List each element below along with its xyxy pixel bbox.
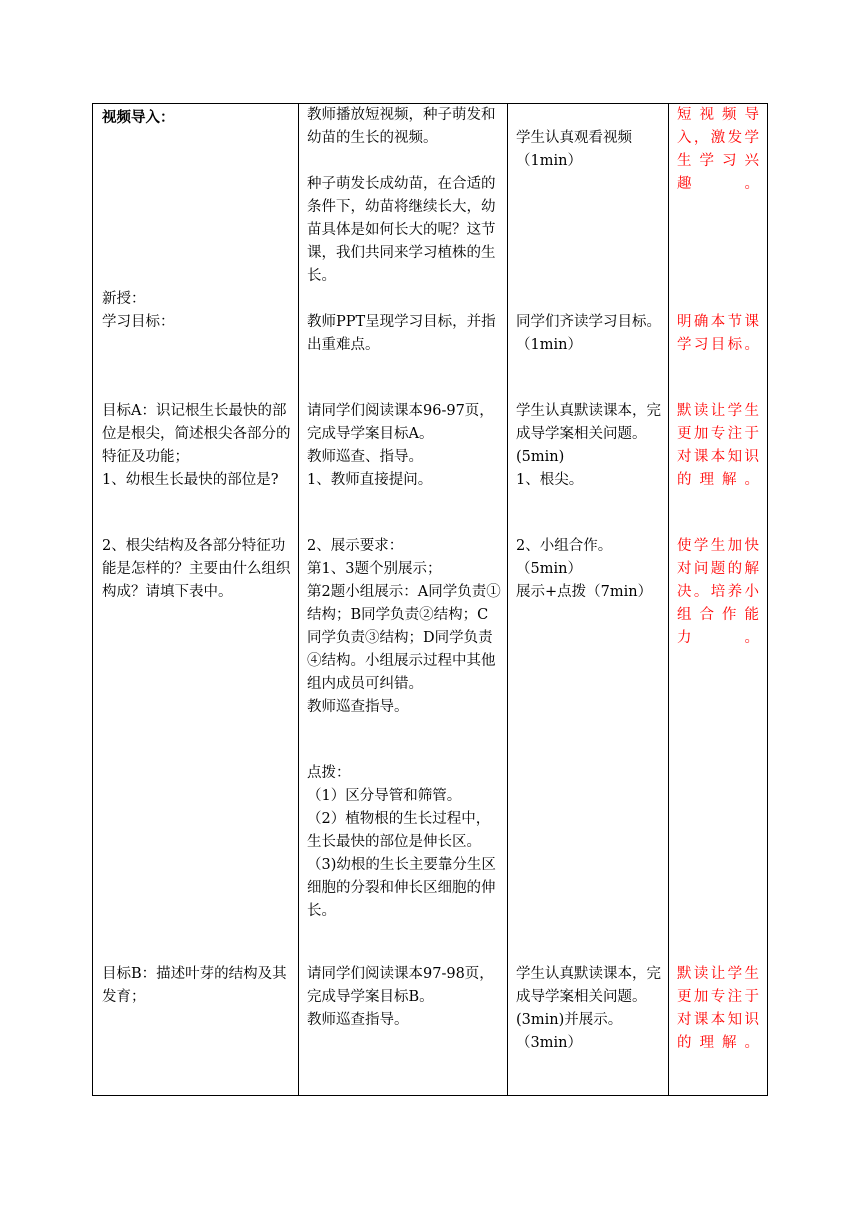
- student-group-work: 2、小组合作。（5min） 展示+点拨（7min）: [516, 538, 653, 600]
- teacher-goal-a: 请同学们阅读课本96-97页，完成导学案目标A。 教师巡查、指导。 1、教师直接提问。: [307, 403, 494, 488]
- student-video: 学生认真观看视频 （1min）: [516, 130, 632, 169]
- intent-reading-b: 默读让学生更加专注于对课本知识的理解。: [677, 966, 759, 1051]
- intent-video: 短视频导入，激发学生学习兴趣。: [677, 107, 759, 192]
- teacher-column: [299, 104, 507, 1095]
- teacher-display-requirements: 2、展示要求： 第1、3题个别展示； 第2题小组展示：A同学负责①结构；B同学负责②结构；C同学负责③结构；D同学负责④结构。小组展示过程中其他组内成员可纠错。 教师巡查指导。: [307, 538, 501, 715]
- teacher-video-text: 教师播放短视频，种子萌发和幼苗的生长的视频。: [307, 107, 496, 146]
- question-2-text: 2、根尖结构及各部分特征功能是怎样的？主要由什么组织构成？请填下表中。: [102, 538, 291, 600]
- student-column: [508, 104, 668, 1095]
- student-goal-a: 学生认真默读课本，完成导学案相关问题。(5min) 1、根尖。: [516, 403, 661, 488]
- teacher-video-intro: 种子萌发长成幼苗，在合适的条件下，幼苗将继续长大，幼苗具体是如何长大的呢？这节课，我们共同来学习植株的生长。: [307, 176, 496, 284]
- teacher-goal-b: 请同学们阅读课本97-98页，完成导学案目标B。 教师巡查指导。: [307, 966, 494, 1028]
- objectives-label: 学习目标：: [102, 314, 175, 330]
- lesson-plan-table: [92, 103, 768, 1096]
- student-objectives: 同学们齐读学习目标。（1min）: [516, 314, 661, 353]
- intent-group: 使学生加快对问题的解决。培养小组合作能力。: [677, 538, 759, 646]
- teacher-objectives: 教师PPT呈现学习目标，并指出重难点。: [307, 314, 496, 353]
- video-intro-heading: 视频导入：: [102, 109, 175, 126]
- goal-b-text: 目标B：描述叶芽的结构及其发育；: [102, 966, 287, 1005]
- new-lesson-label: 新授：: [102, 291, 146, 307]
- intent-objectives: 明确本节课学习目标。: [677, 314, 759, 353]
- teacher-pointers: 点拨： （1）区分导管和筛管。 （2）植物根的生长过程中，生长最快的部位是伸长区。 （3)幼根的生长主要靠分生区细胞的分裂和伸长区细胞的伸长。: [307, 765, 496, 919]
- student-goal-b: 学生认真默读课本，完成导学案相关问题。(3min)并展示。（3min）: [516, 966, 661, 1051]
- goal-a-text: 目标A：识记根生长最快的部位是根尖，简述根尖各部分的特征及功能； 1、幼根生长最快的部位是?: [102, 403, 291, 488]
- intent-reading: 默读让学生更加专注于对课本知识的理解。: [677, 403, 759, 488]
- content-column: [93, 104, 298, 1095]
- design-intent-column: [669, 104, 769, 1095]
